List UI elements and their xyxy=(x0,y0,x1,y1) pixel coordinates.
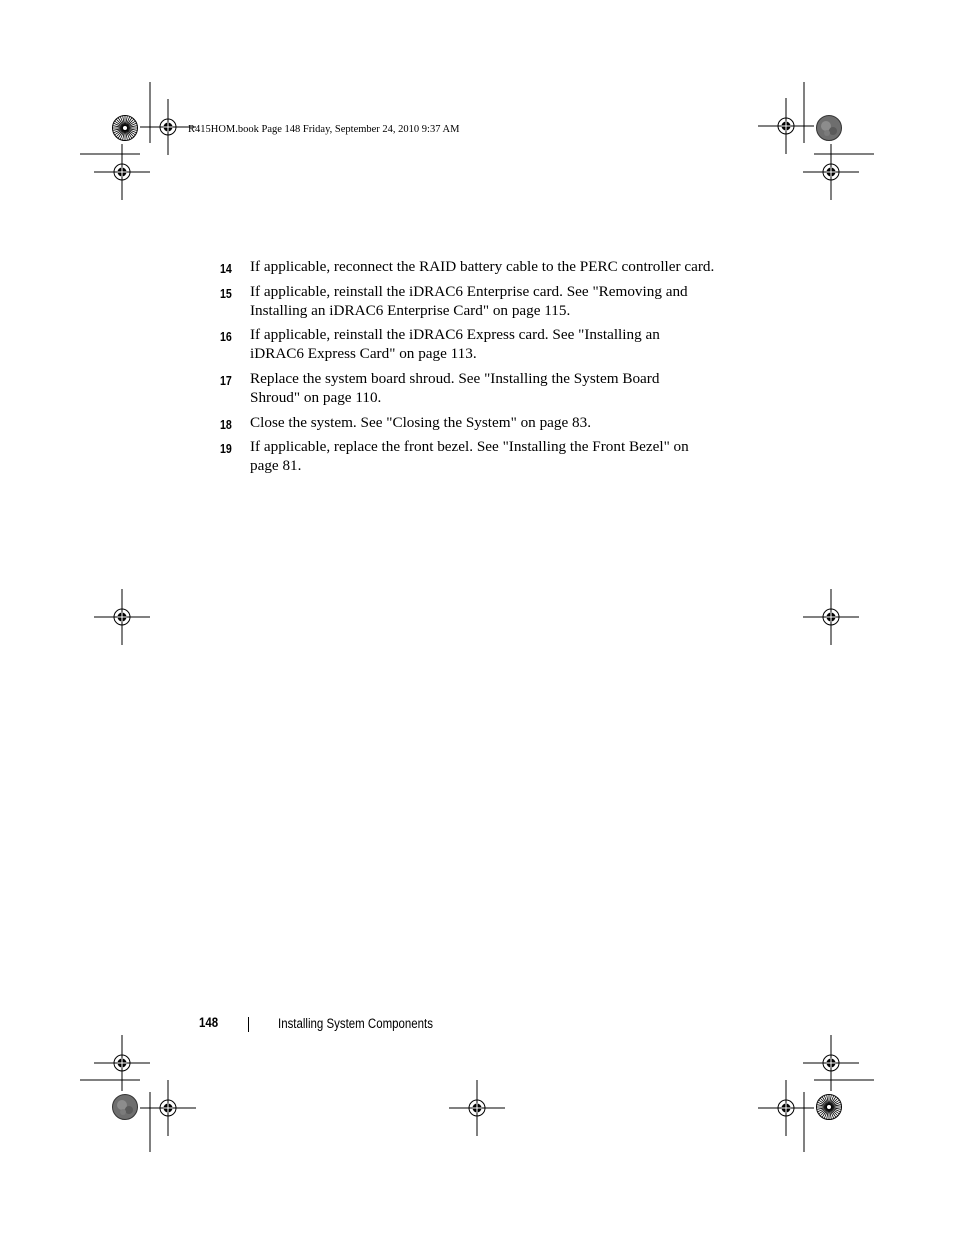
book-header-slug: R415HOM.book Page 148 Friday, September 24, 2010 9:37 AM xyxy=(188,124,460,135)
step-text: If applicable, replace the front bezel. See "Installing the Front Bezel" on page 81. xyxy=(250,438,689,475)
step-17 xyxy=(220,370,740,408)
step-number: 15 xyxy=(220,285,232,301)
step-number: 14 xyxy=(220,261,232,276)
footer-section-title: Installing System Components xyxy=(278,1016,433,1031)
step-19 xyxy=(220,438,740,476)
step-number: 16 xyxy=(220,329,232,345)
step-text: Close the system. See "Closing the System" on page 83. xyxy=(250,413,592,431)
step-16 xyxy=(220,326,740,364)
footer-divider xyxy=(248,1017,249,1032)
step-15 xyxy=(220,283,740,321)
step-text: If applicable, reconnect the RAID battery cable to the PERC controller card. xyxy=(250,258,715,275)
step-number: 17 xyxy=(220,372,232,388)
step-number: 18 xyxy=(220,416,232,432)
step-14 xyxy=(220,258,740,277)
step-number: 19 xyxy=(220,441,232,457)
step-18 xyxy=(220,414,740,433)
procedure-steps-list xyxy=(220,258,740,476)
step-text: If applicable, reinstall the iDRAC6 Enterprise card. See "Removing and Installing an iDRAC6 Enterprise Card" on page 115. xyxy=(250,282,688,319)
step-text: If applicable, reinstall the iDRAC6 Express card. See "Installing an iDRAC6 Express Card" on page 113. xyxy=(250,326,660,363)
page-number: 148 xyxy=(199,1015,219,1030)
step-text: Replace the system board shroud. See "Installing the System Board Shroud" on page 110. xyxy=(250,369,660,406)
